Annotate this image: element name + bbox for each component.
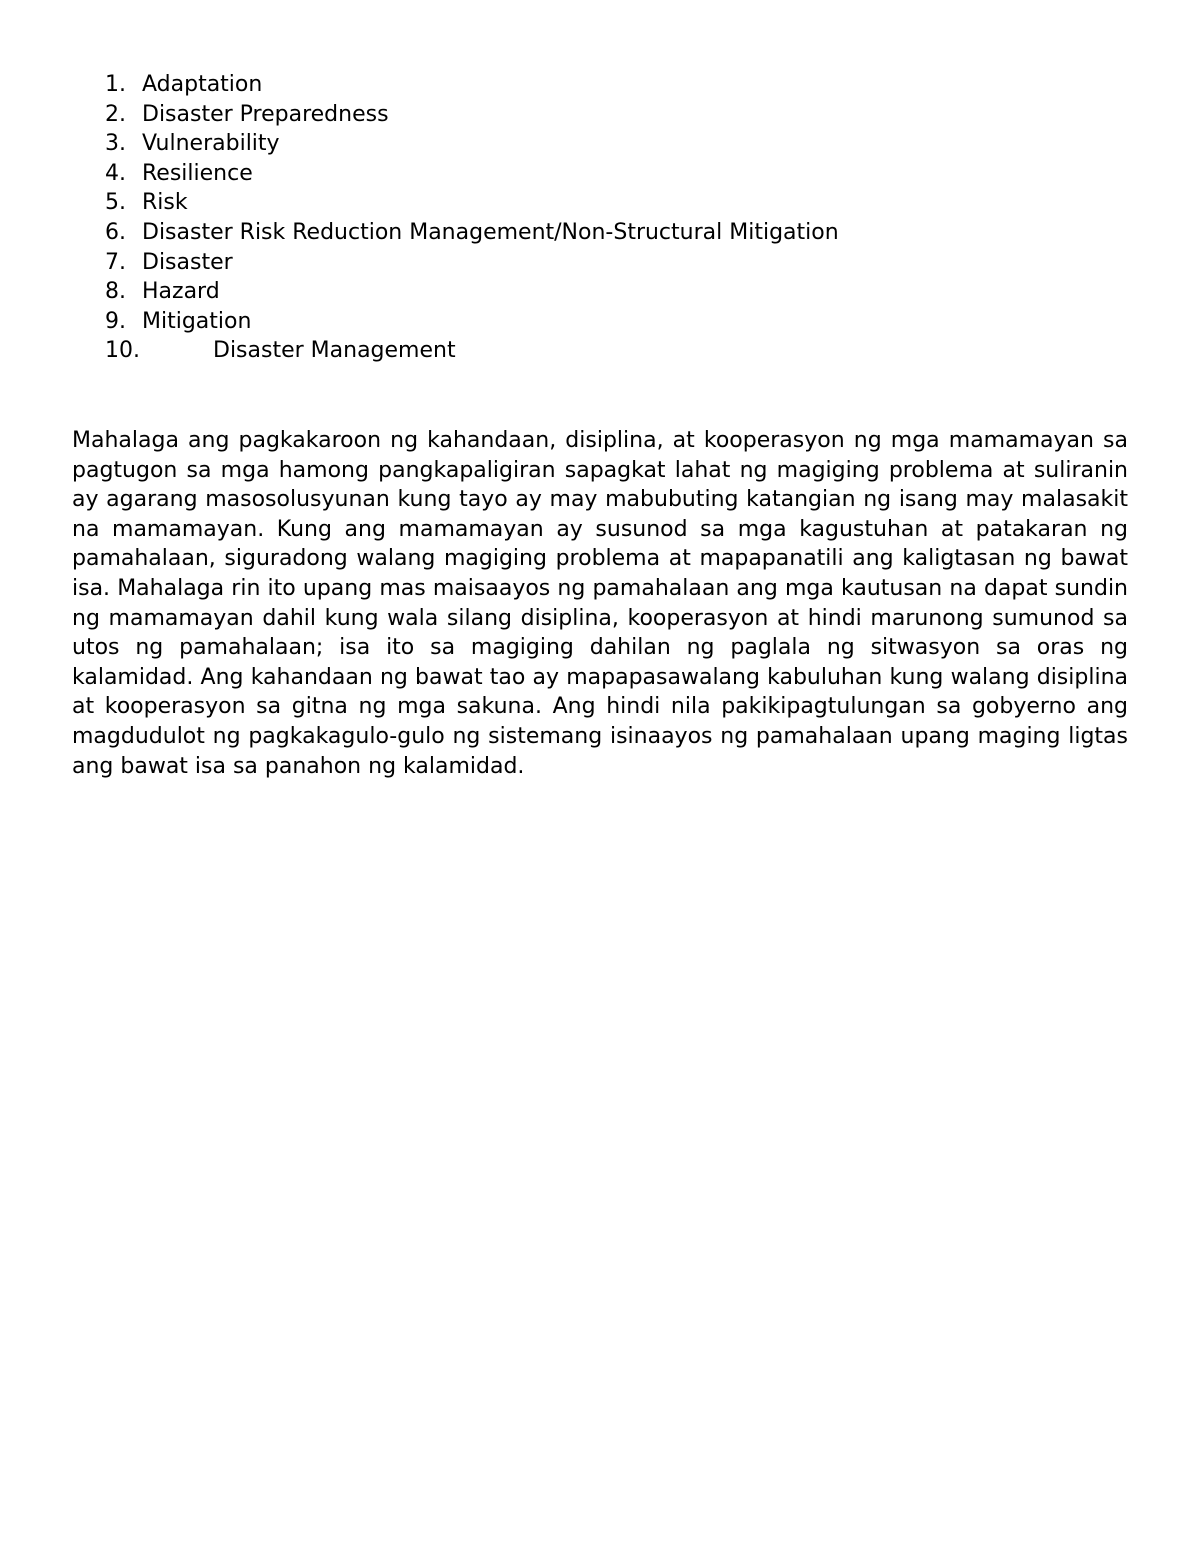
item-number: 3. xyxy=(105,131,126,157)
item-number: 7. xyxy=(105,249,126,275)
item-text: Hazard xyxy=(142,279,220,305)
item-text: Disaster Risk Reduction Management/Non-Structural Mitigation xyxy=(142,219,839,245)
list-item xyxy=(105,100,839,130)
item-number: 9. xyxy=(105,308,126,334)
essay-paragraph: Mahalaga ang pagkakaroon ng kahandaan, disiplina, at kooperasyon ng mga mamamayan sa pagtugon sa mga hamong pangkapaligiran sapagkat lahat ng magiging problema at suliranin ay agarang masosolusyunan kung tayo ay may mabubuting katangian ng isang may malasakit na mamamayan. Kung ang mamamayan ay susunod sa mga kagustuhan at patakaran ng pamahalaan, siguradong walang magiging problema at mapapanatili ang kaligtasan ng bawat isa. Mahalaga rin ito upang mas maisaayos ng pamahalaan ang mga kautusan na dapat sundin ng mamamayan dahil kung wala silang disiplina, kooperasyon at hindi marunong sumunod sa utos ng pamahalaan; isa ito sa magiging dahilan ng paglala ng sitwasyon sa oras ng kalamidad. Ang kahandaan ng bawat tao ay mapapasawalang kabuluhan kung walang disiplina at kooperasyon sa gitna ng mga sakuna. Ang hindi nila pakikipagtulungan sa gobyerno ang magdudulot ng pagkakagulo-gulo ng sistemang isinaayos ng pamahalaan upang maging ligtas ang bawat isa sa panahon ng kalamidad. xyxy=(72,428,1128,779)
item-number: 8. xyxy=(105,279,126,305)
item-text: Vulnerability xyxy=(142,131,280,157)
item-text: Mitigation xyxy=(142,308,252,334)
list-item xyxy=(105,248,839,278)
item-number: 6. xyxy=(105,219,126,245)
item-text: Disaster xyxy=(142,249,233,275)
list-item xyxy=(105,336,839,366)
item-number: 1. xyxy=(105,72,126,97)
list-item xyxy=(105,277,839,307)
answer-list xyxy=(105,70,839,366)
list-item xyxy=(105,129,839,159)
item-number: 5. xyxy=(105,190,126,216)
list-item xyxy=(105,159,839,189)
list-item xyxy=(105,70,839,100)
item-number: 2. xyxy=(105,101,126,127)
item-text: Adaptation xyxy=(142,72,263,97)
item-text: Resilience xyxy=(142,160,253,186)
list-item xyxy=(105,307,839,337)
item-text: Disaster Management xyxy=(213,338,456,364)
list-item xyxy=(105,188,839,218)
item-text: Risk xyxy=(142,190,188,216)
list-item xyxy=(105,218,839,248)
item-text: Disaster Preparedness xyxy=(142,101,389,127)
item-number: 4. xyxy=(105,160,126,186)
item-number: 10. xyxy=(105,338,140,364)
